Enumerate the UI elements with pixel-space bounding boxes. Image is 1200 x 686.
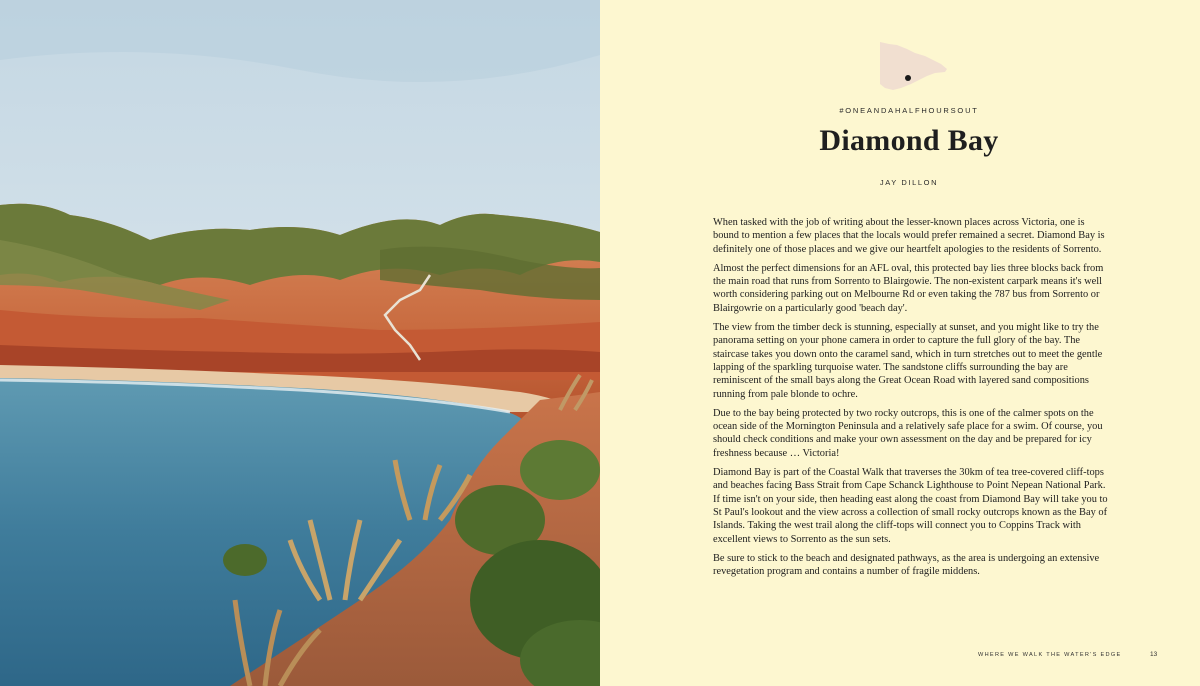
paragraph: Be sure to stick to the beach and designated pathways, as the area is undergoing an extensive revegetation program and contains a number of fragile middens. xyxy=(713,552,1100,578)
paragraph: Due to the bay being protected by two rocky outcrops, this is one of the calmer spots on the ocean side of the Mornington Peninsula and a relatively safe place for a swim. Of course, you should check conditions and make your own assessment on the day and be prepared for icy freshness because … Victoria! xyxy=(713,407,1103,459)
location-marker-icon xyxy=(905,75,911,81)
paragraph: Diamond Bay is part of the Coastal Walk that traverses the 30km of tea tree-covered cliff-tops and beaches facing Bass Strait from Cape Schanck Lighthouse to Point Nepean National Park. If time isn't on your side, then heading east along the coast from Diamond Bay will take you to St Paul's lookout and the view across a collection of small rocky outcrops known as the Bay of Islands. Taking the west trail along the cliff-tops will connect you to Coppins Track with excellent views to Sorrento as the sun sets. xyxy=(713,467,1108,545)
running-footer-title: WHERE WE WALK THE WATER'S EDGE xyxy=(978,652,1122,658)
article-title: Diamond Bay xyxy=(819,124,999,157)
victoria-map-icon xyxy=(877,40,949,96)
paragraph: When tasked with the job of writing about the lesser-known places across Victoria, one is bound to mention a few places that the locals would prefer remained a secret. Diamond Bay is definitely one of those places and we give our heartfelt apologies to the residents of Sorrento. xyxy=(713,217,1105,255)
article-page xyxy=(600,0,1200,686)
article-body xyxy=(713,216,1109,584)
author-byline: JAY DILLON xyxy=(879,178,939,187)
paragraph: Almost the perfect dimensions for an AFL oval, this protected bay lies three blocks back from the main road that runs from Sorrento to Blairgowie. The non-existent carpark means it's well worth considering parking out on Melbourne Rd or even taking the 787 bus from Sorrento or Blairgowrie on a particularly good 'beach day'. xyxy=(713,262,1104,314)
paragraph: The view from the timber deck is stunning, especially at sunset, and you might like to try the panorama setting on your phone camera in order to capture the full glory of the bay. The staircase takes you down onto the caramel sand, which in turn stretches out to meet the gentle lapping of the sparkling turquoise water. The sandstone cliffs surrounding the bay are reminiscent of the small bays along the Great Ocean Road with layered sand compositions running from pale blonde to ochre. xyxy=(713,322,1103,400)
page-number: 13 xyxy=(1150,651,1158,658)
hashtag: #ONEANDAHALFHOURSOUT xyxy=(839,106,979,115)
